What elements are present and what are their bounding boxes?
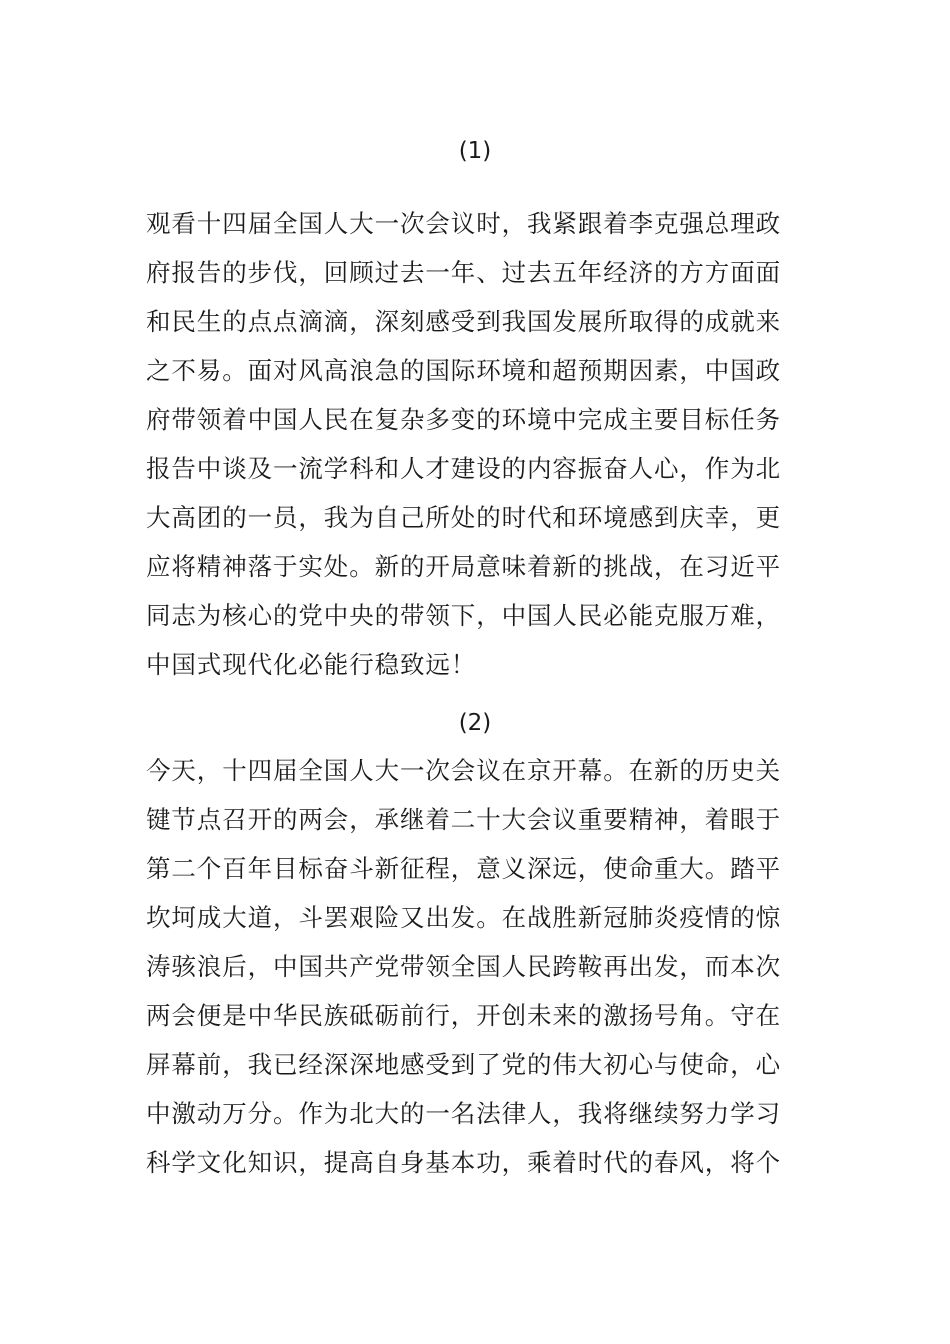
paragraph-line: 观看十四届全国人大一次会议时，我紧跟着李克强总理政	[146, 209, 781, 238]
paragraph-line: 和民生的点点滴滴，深刻感受到我国发展所取得的成就来	[146, 307, 781, 336]
paragraph-line: 之不易。面对风高浪急的国际环境和超预期因素，中国政	[146, 356, 781, 385]
paragraph-line: 中激动万分。作为北大的一名法律人，我将继续努力学习	[146, 1099, 781, 1128]
paragraph-line: 府带领着中国人民在复杂多变的环境中完成主要目标任务	[146, 405, 781, 434]
paragraph-line: 坎坷成大道，斗罢艰险又出发。在战胜新冠肺炎疫情的惊	[146, 903, 781, 932]
paragraph-line: 键节点召开的两会，承继着二十大会议重要精神，着眼于	[146, 805, 781, 834]
paragraph-line: 报告中谈及一流学科和人才建设的内容振奋人心，作为北	[146, 454, 781, 483]
paragraph-line: 今天，十四届全国人大一次会议在京开幕。在新的历史关	[146, 756, 781, 785]
section-1-heading: (1)	[458, 138, 492, 164]
paragraph-line: 第二个百年目标奋斗新征程，意义深远，使命重大。踏平	[146, 854, 781, 883]
paragraph-line: 应将精神落于实处。新的开局意味着新的挑战，在习近平	[146, 552, 781, 581]
paragraph-line: 两会便是中华民族砥砺前行，开创未来的激扬号角。守在	[146, 1001, 781, 1030]
paragraph-line: 屏幕前，我已经深深地感受到了党的伟大初心与使命，心	[146, 1050, 781, 1079]
paragraph-line: 同志为核心的党中央的带领下，中国人民必能克服万难，	[146, 601, 781, 630]
paragraph-line: 府报告的步伐，回顾过去一年、过去五年经济的方方面面	[146, 258, 781, 287]
paragraph-line: 涛骇浪后，中国共产党带领全国人民跨鞍再出发，而本次	[146, 952, 781, 981]
paragraph-line: 科学文化知识，提高自身基本功，乘着时代的春风，将个	[146, 1148, 781, 1177]
paragraph-line: 大高团的一员，我为自己所处的时代和环境感到庆幸，更	[146, 503, 781, 532]
section-2-heading: (2)	[458, 710, 492, 736]
section-1-paragraph	[146, 199, 816, 689]
section-2-paragraph	[146, 746, 816, 1187]
paragraph-line: 中国式现代化必能行稳致远！	[146, 650, 477, 679]
